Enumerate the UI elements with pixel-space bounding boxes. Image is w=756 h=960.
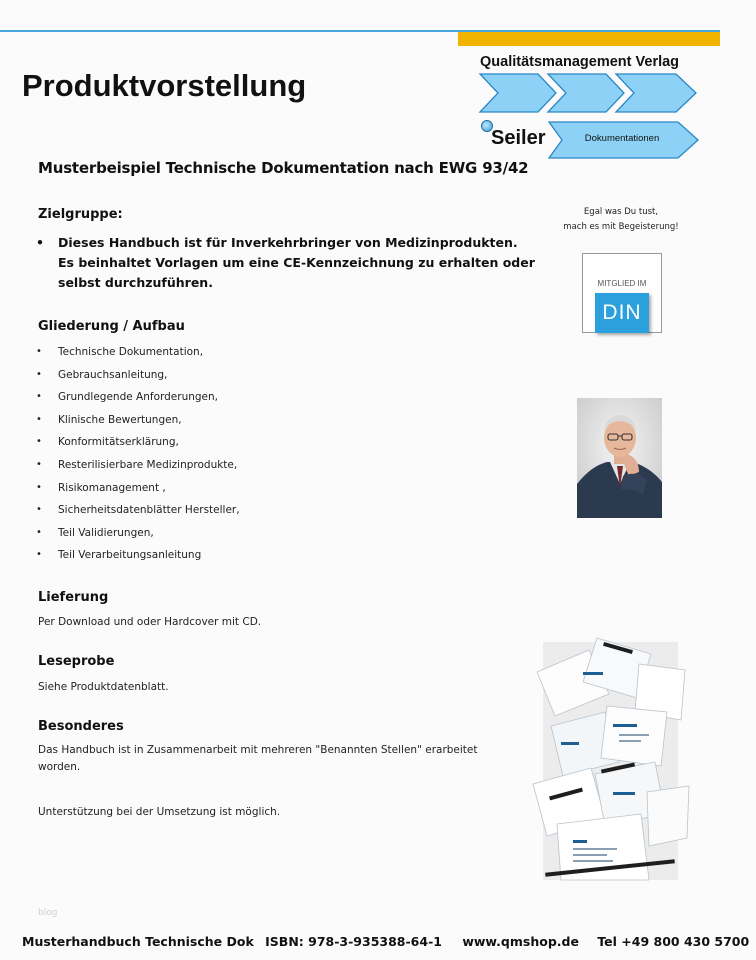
footer-product: Musterhandbuch Technische Dok	[22, 934, 254, 949]
special-heading: Besonderes	[38, 719, 124, 734]
footer-isbn: ISBN: 978-3-935388-64-1	[265, 934, 442, 949]
motto	[548, 205, 694, 235]
list-item: • Risikomanagement ,	[36, 480, 240, 503]
special-text-2: Unterstützung bei der Umsetzung ist möglich.	[38, 806, 281, 818]
target-group-text: Dieses Handbuch ist für Inverkehrbringer von Medizinprodukten. Es beinhaltet Vorlagen um eine CE-Kennzeichnung zu erhalten oder selbst durchzuführen.	[58, 235, 535, 290]
watermark: blog	[38, 908, 58, 918]
special-text-1: Das Handbuch ist in Zusammenarbeit mit mehreren "Benannten Stellen" erarbeitet worden.	[38, 744, 478, 773]
product-photo	[543, 642, 678, 880]
publisher-title: Qualitätsmanagement Verlag	[480, 54, 680, 70]
list-item: • Grundlegende Anforderungen,	[36, 389, 240, 412]
list-item: • Resterilisierbare Medizinprodukte,	[36, 457, 240, 480]
motto-line-1: Egal was Du tust,	[583, 207, 659, 217]
list-item: • Klinische Bewertungen,	[36, 412, 240, 435]
list-item: • Gebrauchsanleitung,	[36, 367, 240, 390]
target-group-heading: Zielgruppe:	[38, 207, 123, 222]
page-title: Produktvorstellung	[22, 68, 307, 103]
sample-heading: Leseprobe	[38, 654, 115, 669]
list-item: • Teil Validierungen,	[36, 525, 240, 548]
chevron-1	[480, 74, 556, 112]
document-subtitle: Musterbeispiel Technische Dokumentation nach EWG 93/42	[38, 159, 529, 177]
sample-text: Siehe Produktdatenblatt.	[38, 681, 169, 693]
delivery-heading: Lieferung	[38, 590, 109, 605]
process-chevrons	[480, 72, 700, 114]
list-item: • Teil Verarbeitungsanleitung	[36, 547, 240, 570]
din-caption: MITGLIED IM	[597, 279, 647, 288]
list-item: • Technische Dokumentation,	[36, 344, 240, 367]
delivery-text: Per Download und oder Hardcover mit CD.	[38, 616, 262, 628]
bullet-icon: •	[36, 235, 44, 250]
chevron-3	[616, 74, 696, 112]
outline-list	[36, 344, 240, 570]
documentation-label: Dokumentationen	[584, 133, 660, 144]
outline-heading: Gliederung / Aufbau	[38, 319, 185, 334]
din-logo-icon: DIN	[595, 293, 649, 333]
list-item: • Konformitätserklärung,	[36, 434, 240, 457]
footer-phone: Tel +49 800 430 5700	[597, 934, 750, 949]
footer-website[interactable]: www.qmshop.de	[462, 934, 579, 949]
footer	[22, 934, 756, 949]
list-item: • Sicherheitsdatenblätter Hersteller,	[36, 502, 240, 525]
top-accent-bar	[458, 32, 720, 46]
author-photo	[577, 398, 662, 518]
motto-line-2: mach es mit Begeisterung!	[563, 222, 679, 232]
target-group-bullet	[36, 233, 536, 293]
chevron-2	[548, 74, 624, 112]
brand-name: Seiler	[491, 127, 546, 149]
din-membership-badge	[582, 253, 662, 333]
